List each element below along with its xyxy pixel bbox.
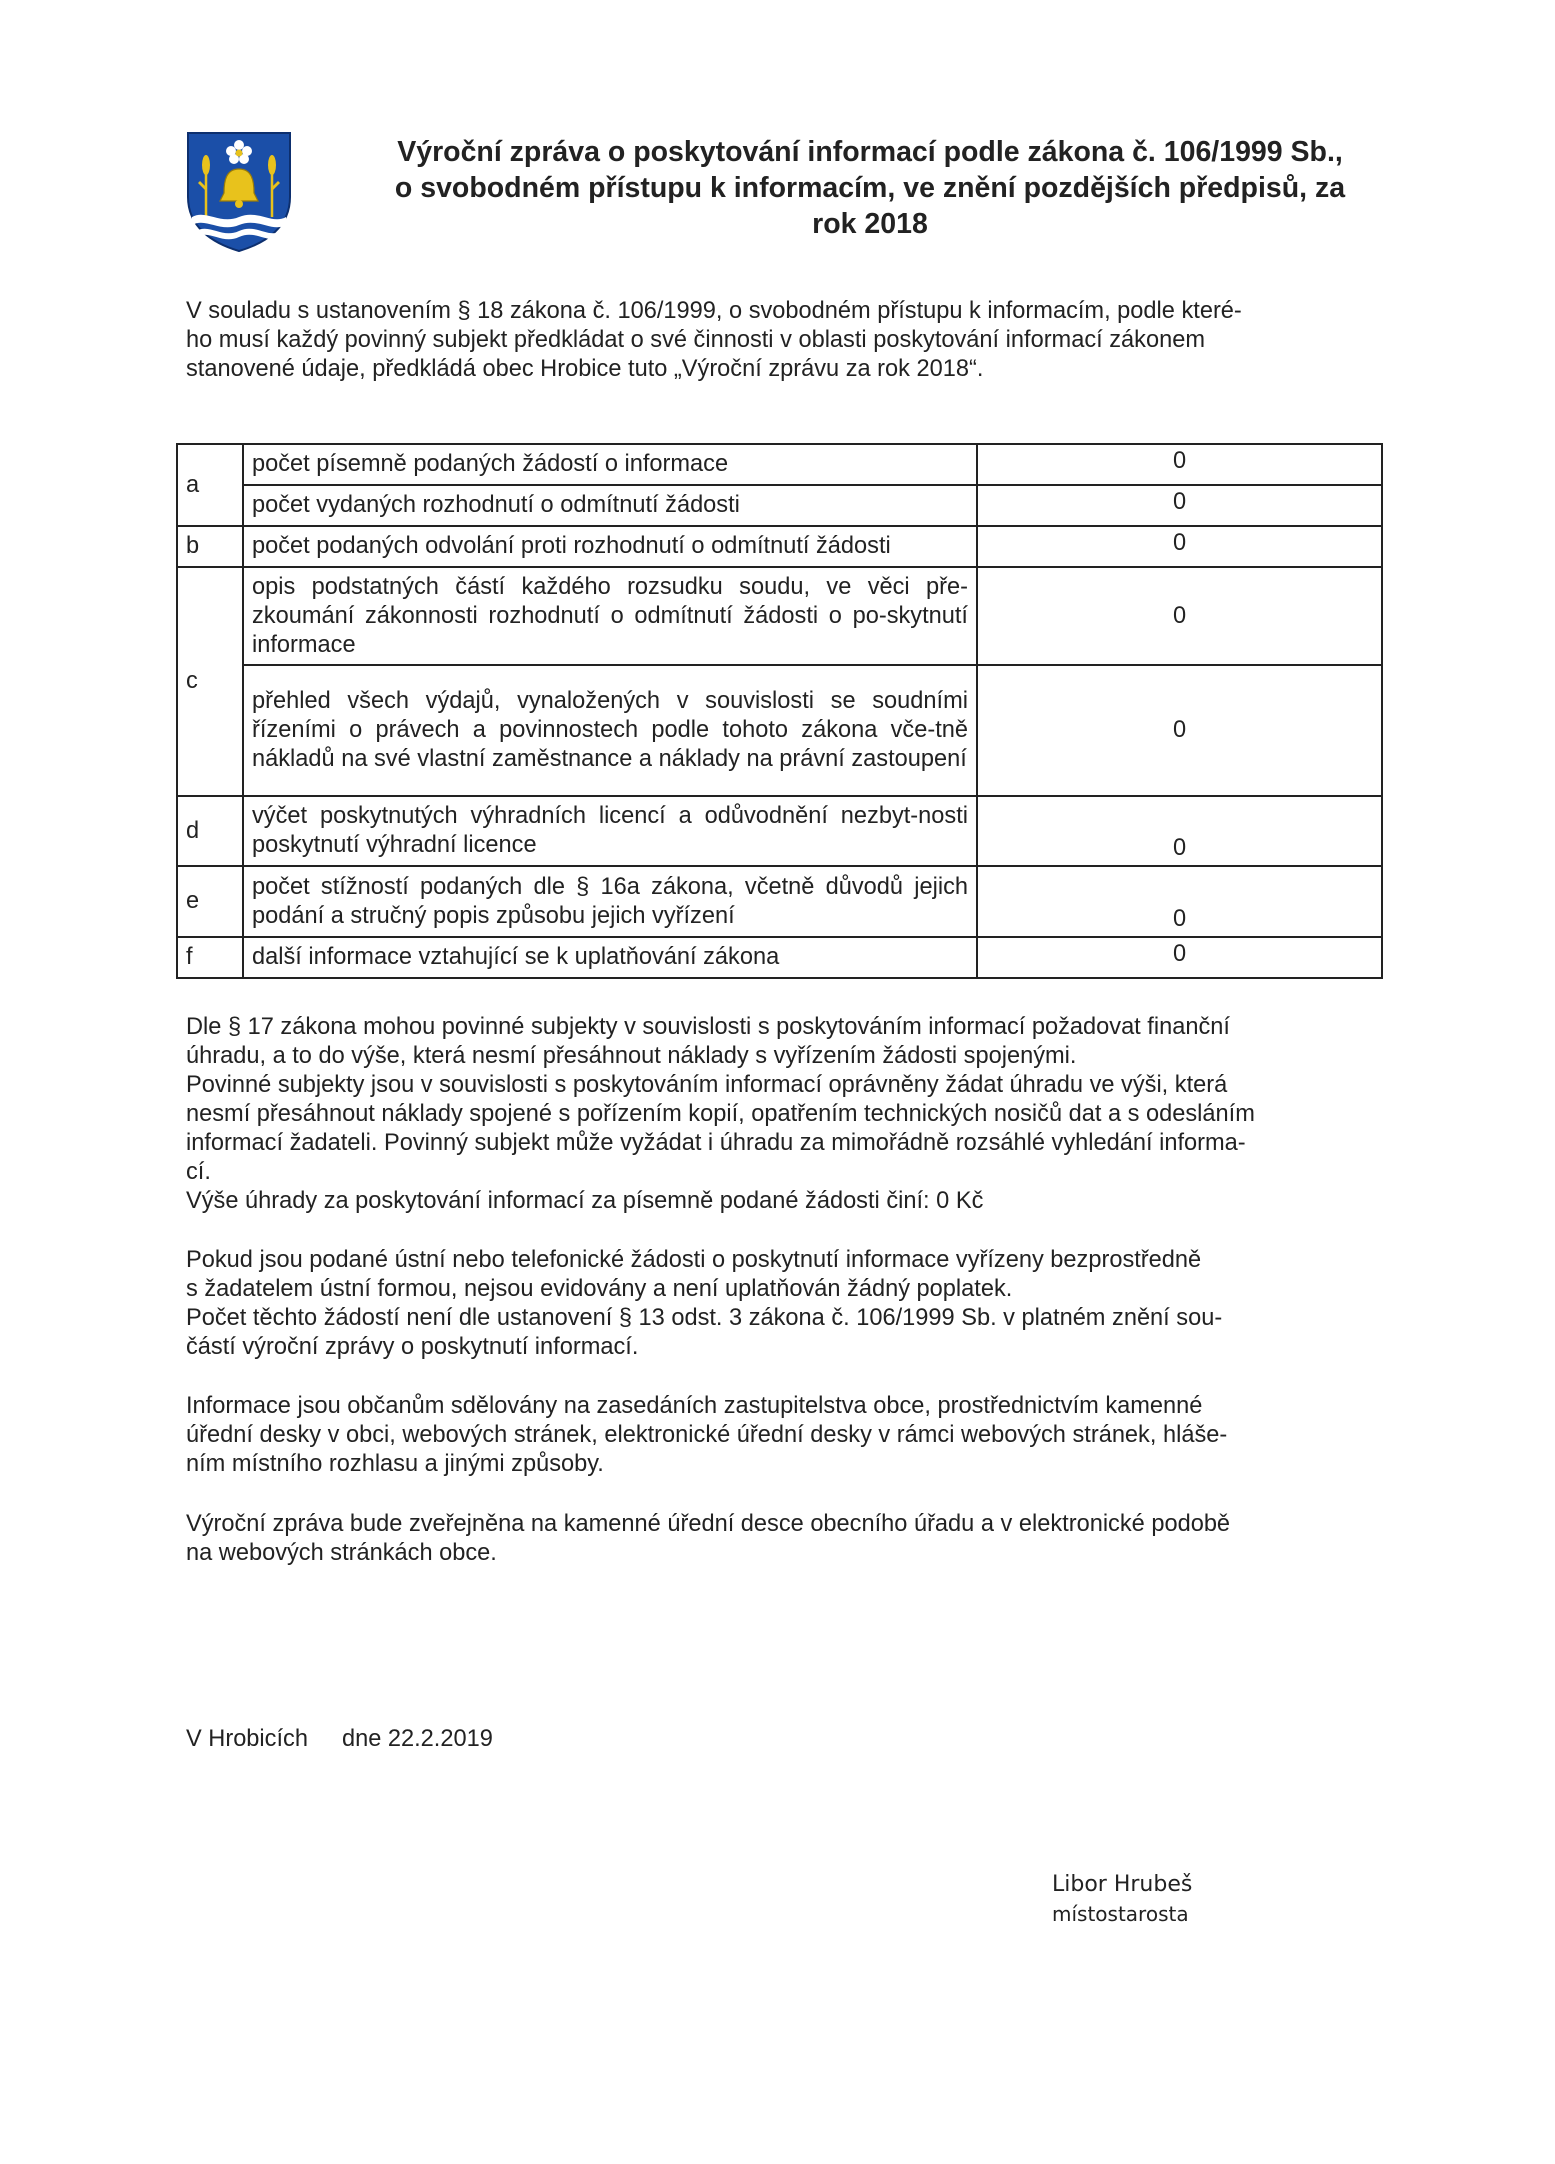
title-line: rok 2018 (812, 208, 928, 240)
signature-block (1052, 1870, 1192, 1928)
row-letter: b (177, 526, 243, 567)
text-line: Počet těchto žádostí není dle ustanovení § 13 odst. 3 zákona č. 106/1999 Sb. v platném znění sou- (186, 1305, 1223, 1331)
row-value: 0 (977, 567, 1382, 665)
title-line: o svobodném přístupu k informacím, ve znění pozdějších předpisů, za (394, 172, 1346, 204)
text-line: Výroční zpráva bude zveřejněna na kamenné úřední desce obecního úřadu a v elektronické podobě (186, 1511, 1231, 1537)
row-description: další informace vztahující se k uplatňování zákona (243, 937, 977, 978)
title-line: Výroční zpráva o poskytování informací podle zákona č. 106/1999 Sb., (397, 136, 1343, 168)
text-line: úhradu, a to do výše, která nesmí přesáhnout náklady s vyřízením žádosti spojenými. (186, 1043, 1077, 1069)
row-letter: c (177, 567, 243, 796)
table-row (177, 567, 1382, 665)
table-row (177, 526, 1382, 567)
text-line: Výše úhrady za poskytování informací za písemně podané žádosti činí: 0 Kč (186, 1188, 984, 1214)
text-line: na webových stránkách obce. (186, 1540, 497, 1566)
row-description: počet vydaných rozhodnutí o odmítnutí žádosti (243, 485, 977, 526)
row-value: 0 (977, 485, 1382, 526)
text-line: informací žadateli. Povinný subjekt může vyžádat i úhradu za mimořádně rozsáhlé vyhledání informa- (186, 1130, 1246, 1156)
row-letter: e (177, 866, 243, 937)
row-value: 0 (977, 444, 1382, 485)
municipal-coat-of-arms-icon (186, 131, 292, 253)
place: V Hrobicích (186, 1726, 308, 1752)
row-description: počet podaných odvolání proti rozhodnutí o odmítnutí žádosti (243, 526, 977, 567)
page-title (300, 134, 1440, 242)
publication-paragraph (186, 1510, 1374, 1568)
signer-role: místostarosta (1052, 1902, 1189, 1926)
place-and-date (186, 1725, 493, 1754)
row-letter: a (177, 444, 243, 526)
text-line: ním místního rozhlasu a jinými způsoby. (186, 1451, 604, 1477)
row-description: počet písemně podaných žádostí o informace (243, 444, 977, 485)
row-description: opis podstatných částí každého rozsudku soudu, ve věci pře-zkoumání zákonnosti rozhodnutí o odmítnutí žádosti o po-skytnutí informace (243, 567, 977, 665)
table-row (177, 444, 1382, 485)
table-row (177, 485, 1382, 526)
text-line: Povinné subjekty jsou v souvislosti s poskytováním informací oprávněny žádat úhradu ve výši, která (186, 1072, 1228, 1098)
text-line: Pokud jsou podané ústní nebo telefonické žádosti o poskytnutí informace vyřízeny bezprostředně (186, 1247, 1202, 1273)
row-description: přehled všech výdajů, vynaložených v souvislosti se soudními řízeními o právech a povinnostech podle tohoto zákona vče-tně nákladů na své vlastní zaměstnance a náklady na právní zastoupení (243, 665, 977, 796)
row-value: 0 (977, 866, 1382, 937)
text-line: cí. (186, 1159, 211, 1185)
text-line: Dle § 17 zákona mohou povinné subjekty v souvislosti s poskytováním informací požadovat finanční (186, 1014, 1230, 1040)
text-line: V souladu s ustanovením § 18 zákona č. 106/1999, o svobodném přístupu k informacím, podle které- (186, 298, 1242, 324)
row-description: výčet poskytnutých výhradních licencí a odůvodnění nezbyt-nosti poskytnutí výhradní licence (243, 796, 977, 866)
row-value: 0 (977, 665, 1382, 796)
text-line: s žadatelem ústní formou, nejsou evidovány a není uplatňován žádný poplatek. (186, 1276, 1013, 1302)
table-row (177, 937, 1382, 978)
text-line: ho musí každý povinný subjekt předkládat o své činnosti v oblasti poskytování informací zákonem (186, 327, 1205, 353)
text-line: úřední desky v obci, webových stránek, elektronické úřední desky v rámci webových stránek, hláše- (186, 1422, 1228, 1448)
text-line: nesmí přesáhnout náklady spojené s pořízením kopií, opatřením technických nosičů dat a s odesláním (186, 1101, 1255, 1127)
oral-requests-paragraph (186, 1246, 1374, 1362)
table-row (177, 796, 1382, 866)
text-line: stanovené údaje, předkládá obec Hrobice tuto „Výroční zprávu za rok 2018“. (186, 356, 984, 382)
row-value: 0 (977, 526, 1382, 567)
fees-paragraph (186, 1013, 1374, 1216)
information-channels-paragraph (186, 1392, 1374, 1479)
table-row (177, 866, 1382, 937)
intro-paragraph (186, 297, 1374, 384)
date: dne 22.2.2019 (341, 1726, 493, 1752)
row-description: počet stížností podaných dle § 16a zákona, včetně důvodů jejich podání a stručný popis způsobu jejich vyřízení (243, 866, 977, 937)
row-value: 0 (977, 796, 1382, 866)
statistics-table (176, 443, 1381, 979)
table-row (177, 665, 1382, 796)
text-line: částí výroční zprávy o poskytnutí informací. (186, 1334, 639, 1360)
signer-name: Libor Hrubeš (1052, 1872, 1193, 1897)
row-letter: f (177, 937, 243, 978)
row-value: 0 (977, 937, 1382, 978)
row-letter: d (177, 796, 243, 866)
text-line: Informace jsou občanům sdělovány na zasedáních zastupitelstva obce, prostřednictvím kamenné (186, 1393, 1203, 1419)
